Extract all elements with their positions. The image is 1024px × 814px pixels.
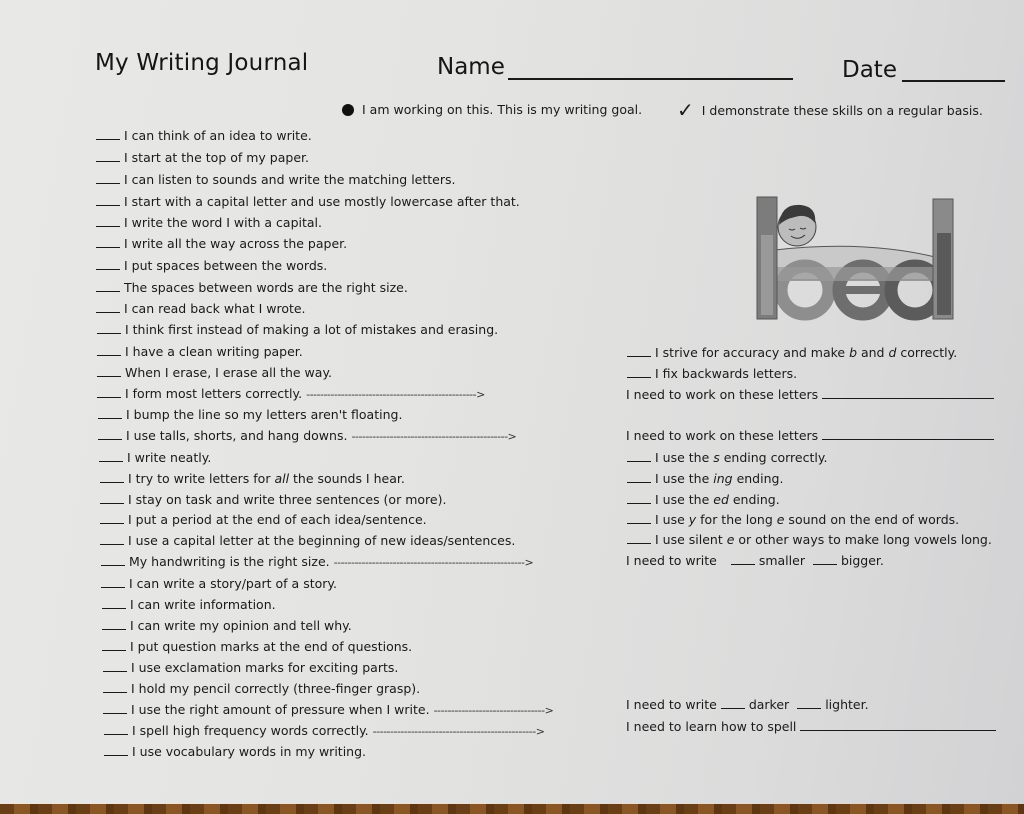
darker-blank[interactable] xyxy=(721,697,745,709)
checklist-item: I start with a capital letter and use mostly lowercase after that. xyxy=(96,194,520,209)
filled-circle-icon xyxy=(342,104,354,116)
checklist-item-ing-ending: I use the ing ending. xyxy=(627,471,783,486)
checklist-item: I put a period at the end of each idea/sentence. xyxy=(100,512,427,527)
check-blank[interactable] xyxy=(102,618,126,630)
checkmark-icon: ✓ xyxy=(677,98,694,122)
size-row: I need to write smaller bigger. xyxy=(626,553,884,568)
checklist-item: I have a clean writing paper. xyxy=(97,344,303,359)
checklist-item: I can think of an idea to write. xyxy=(96,128,312,143)
checklist-item: I use vocabulary words in my writing. xyxy=(104,744,366,759)
check-blank[interactable] xyxy=(103,702,127,714)
check-blank[interactable] xyxy=(100,512,124,524)
check-blank[interactable] xyxy=(627,512,651,524)
check-blank[interactable] xyxy=(96,150,120,162)
checklist-item: My handwriting is the right size. -------------------------------------------------------> xyxy=(101,554,533,569)
check-blank[interactable] xyxy=(97,365,121,377)
check-blank[interactable] xyxy=(100,471,124,483)
checklist-item: I think first instead of making a lot of mistakes and erasing. xyxy=(97,322,498,337)
check-blank[interactable] xyxy=(98,428,122,440)
checklist-item: I spell high frequency words correctly. -----------------------------------------------> xyxy=(104,723,544,738)
checklist-item: I can write a story/part of a story. xyxy=(101,576,337,591)
checklist-item: I stay on task and write three sentences (or more). xyxy=(100,492,446,507)
date-field[interactable] xyxy=(902,80,1005,82)
work-letters-row-2: I need to work on these letters xyxy=(626,428,994,443)
checklist-item: I use exclamation marks for exciting parts. xyxy=(103,660,398,675)
checklist-item: I can write information. xyxy=(102,597,276,612)
letters-field-2[interactable] xyxy=(822,428,994,440)
lighter-blank[interactable] xyxy=(797,697,821,709)
legend-goal xyxy=(342,102,642,117)
date-label: Date xyxy=(842,57,897,83)
check-blank[interactable] xyxy=(96,128,120,140)
check-blank[interactable] xyxy=(99,450,123,462)
check-blank[interactable] xyxy=(101,576,125,588)
checklist-item-y-long-e: I use y for the long e sound on the end of words. xyxy=(627,512,959,527)
checklist-item-silent-e: I use silent e or other ways to make long vowels long. xyxy=(627,532,992,547)
checklist-item: I can write my opinion and tell why. xyxy=(102,618,352,633)
checklist-item: I put question marks at the end of questions. xyxy=(102,639,412,654)
bigger-blank[interactable] xyxy=(813,553,837,565)
page-title: My Writing Journal xyxy=(95,50,309,76)
check-blank[interactable] xyxy=(627,471,651,483)
check-blank[interactable] xyxy=(104,723,128,735)
check-blank[interactable] xyxy=(96,172,120,184)
checklist-item: I try to write letters for all the sounds I hear. xyxy=(100,471,405,486)
legend-goal-text: I am working on this. This is my writing goal. xyxy=(362,102,643,117)
check-blank[interactable] xyxy=(103,681,127,693)
checklist-item: I start at the top of my paper. xyxy=(96,150,309,165)
check-blank[interactable] xyxy=(103,660,127,672)
child-sleeping-in-bed-icon xyxy=(755,195,955,325)
checklist-item: I use talls, shorts, and hang downs. ---------------------------------------------> xyxy=(98,428,516,443)
check-blank[interactable] xyxy=(98,407,122,419)
checklist-item: I put spaces between the words. xyxy=(96,258,327,273)
dashed-arrow: -------------------------------------------------------> xyxy=(333,556,534,569)
wooden-table-edge xyxy=(0,804,1024,814)
check-blank[interactable] xyxy=(627,532,651,544)
checklist-item: I can read back what I wrote. xyxy=(96,301,306,316)
checklist-item: I can listen to sounds and write the matching letters. xyxy=(96,172,455,187)
check-blank[interactable] xyxy=(97,386,121,398)
pressure-row: I need to write darker lighter. xyxy=(626,697,869,712)
checklist-item: I write all the way across the paper. xyxy=(96,236,347,251)
check-blank[interactable] xyxy=(96,280,120,292)
check-blank[interactable] xyxy=(102,639,126,651)
dashed-arrow: -----------------------------------------------> xyxy=(372,725,545,738)
dashed-arrow: -------------------------------------------------> xyxy=(306,388,485,401)
name-field[interactable] xyxy=(508,78,793,80)
check-blank[interactable] xyxy=(100,492,124,504)
legend-demo-text: I demonstrate these skills on a regular basis. xyxy=(701,102,983,118)
checklist-item: I use a capital letter at the beginning of new ideas/sentences. xyxy=(100,533,515,548)
checklist-item: I use the right amount of pressure when I write. --------------------------------> xyxy=(103,702,553,717)
checklist-item-strive: I strive for accuracy and make b and d correctly. xyxy=(627,345,957,360)
spell-field[interactable] xyxy=(800,719,996,731)
dashed-arrow: ---------------------------------------------> xyxy=(351,430,517,443)
check-blank[interactable] xyxy=(97,322,121,334)
work-letters-row-1: I need to work on these letters xyxy=(626,387,994,402)
letters-field-1[interactable] xyxy=(822,387,994,399)
smaller-blank[interactable] xyxy=(731,553,755,565)
check-blank[interactable] xyxy=(627,492,651,504)
checklist-item: When I erase, I erase all the way. xyxy=(97,365,332,380)
checklist-item: The spaces between words are the right size. xyxy=(96,280,408,295)
check-blank[interactable] xyxy=(104,744,128,756)
check-blank[interactable] xyxy=(102,597,126,609)
check-blank[interactable] xyxy=(101,554,125,566)
check-blank[interactable] xyxy=(97,344,121,356)
checklist-item-fix-backwards: I fix backwards letters. xyxy=(627,366,797,381)
spell-row: I need to learn how to spell xyxy=(626,719,996,734)
check-blank[interactable] xyxy=(96,236,120,248)
check-blank[interactable] xyxy=(627,450,651,462)
check-blank[interactable] xyxy=(100,533,124,545)
checklist-item: I write neatly. xyxy=(99,450,211,465)
checklist-item-ed-ending: I use the ed ending. xyxy=(627,492,780,507)
check-blank[interactable] xyxy=(627,345,651,357)
checklist-item: I bump the line so my letters aren't floating. xyxy=(98,407,402,422)
checklist-item: I write the word I with a capital. xyxy=(96,215,322,230)
check-blank[interactable] xyxy=(96,258,120,270)
checklist-item: I form most letters correctly. -------------------------------------------------> xyxy=(97,386,485,401)
check-blank[interactable] xyxy=(96,215,120,227)
name-label: Name xyxy=(437,54,505,80)
checklist-item: I hold my pencil correctly (three-finger grasp). xyxy=(103,681,420,696)
checklist-item-s-ending: I use the s ending correctly. xyxy=(627,450,827,465)
check-blank[interactable] xyxy=(96,301,120,313)
check-blank[interactable] xyxy=(96,194,120,206)
check-blank[interactable] xyxy=(627,366,651,378)
dashed-arrow: --------------------------------> xyxy=(433,704,554,717)
legend-demonstrate xyxy=(677,100,983,120)
